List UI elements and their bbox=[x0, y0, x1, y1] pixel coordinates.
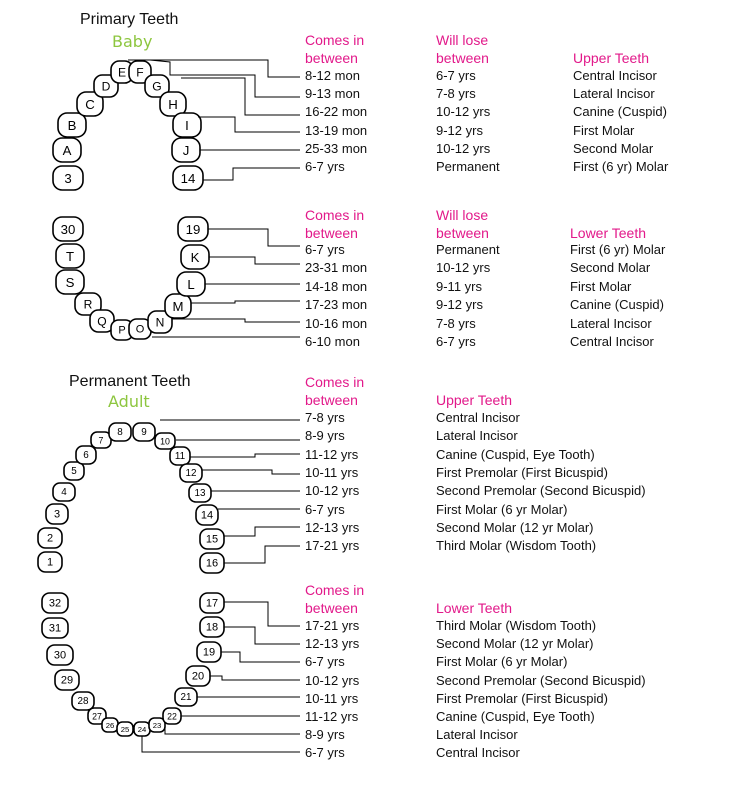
tooth-label: 18 bbox=[205, 621, 219, 634]
tooth-label: 14 bbox=[180, 171, 196, 186]
tooth bbox=[200, 553, 224, 573]
tooth bbox=[172, 138, 200, 162]
tooth bbox=[197, 642, 221, 662]
tooth-label: 1 bbox=[46, 556, 54, 569]
tooth-label: 24 bbox=[137, 725, 147, 734]
will-lose-value: 6-7 yrs bbox=[436, 334, 476, 349]
tooth-label: 16 bbox=[205, 557, 219, 570]
tooth-name: Second Molar bbox=[570, 260, 651, 276]
comes-in-value: 8-9 yrs bbox=[305, 428, 345, 444]
comes-in-value: 16-22 mon bbox=[305, 104, 368, 120]
will-lose-value: 10-12 yrs bbox=[436, 140, 491, 156]
comes-in-value: 10-11 yrs bbox=[305, 464, 359, 480]
tooth bbox=[76, 446, 96, 464]
will-lose-value: 9-12 yrs bbox=[436, 122, 483, 138]
tooth bbox=[53, 217, 83, 241]
tooth bbox=[173, 166, 203, 190]
tooth bbox=[134, 722, 150, 736]
tooth bbox=[53, 166, 83, 190]
tooth-label: 29 bbox=[60, 674, 74, 687]
tooth bbox=[58, 113, 86, 137]
tooth-label: E bbox=[117, 65, 127, 80]
comes-in-value: 12-13 yrs bbox=[305, 636, 360, 652]
tooth bbox=[196, 505, 218, 525]
tooth bbox=[170, 447, 190, 465]
tooth-label: J bbox=[182, 143, 190, 158]
tooth-label: M bbox=[172, 299, 184, 314]
primary-upper-lose-header: Will lose between bbox=[436, 32, 489, 66]
tooth bbox=[64, 462, 84, 480]
tooth-name: Central Incisor bbox=[436, 745, 520, 761]
tooth-label: 19 bbox=[185, 222, 201, 237]
tooth-name: Third Molar (Wisdom Tooth) bbox=[436, 538, 597, 554]
tooth bbox=[180, 464, 202, 482]
comes-in-value: 6-7 yrs bbox=[305, 159, 345, 174]
tooth bbox=[56, 270, 84, 294]
tooth bbox=[178, 217, 208, 241]
tooth bbox=[200, 593, 224, 613]
tooth-label: H bbox=[168, 97, 178, 112]
tooth bbox=[175, 688, 197, 706]
tooth-label: 2 bbox=[46, 532, 54, 545]
tooth-label: 10 bbox=[160, 436, 170, 447]
tooth-label: 7 bbox=[98, 435, 104, 446]
comes-in-value: 7-8 yrs bbox=[305, 410, 345, 425]
tooth-name: Lateral Incisor bbox=[436, 428, 518, 444]
leader-line bbox=[202, 470, 300, 474]
will-lose-value: 7-8 yrs bbox=[436, 86, 476, 102]
comes-in-value: 6-10 mon bbox=[305, 334, 360, 349]
leader-line bbox=[190, 454, 300, 457]
tooth-name: Second Molar (12 yr Molar) bbox=[436, 636, 594, 652]
tooth bbox=[38, 552, 62, 572]
tooth-label: 6 bbox=[83, 450, 89, 461]
tooth-name: First Premolar (First Bicuspid) bbox=[436, 464, 608, 480]
tooth-name: Canine (Cuspid) bbox=[570, 297, 664, 313]
leader-line bbox=[224, 527, 300, 536]
tooth-label: T bbox=[65, 249, 75, 264]
tooth-label: 30 bbox=[53, 649, 67, 662]
tooth-label: 27 bbox=[92, 711, 102, 722]
tooth-label: 8 bbox=[117, 427, 123, 438]
tooth-label: 13 bbox=[194, 488, 206, 499]
tooth bbox=[189, 484, 211, 502]
primary-title: Primary Teeth bbox=[80, 11, 179, 28]
tooth-name: Central Incisor bbox=[436, 410, 520, 425]
tooth bbox=[53, 483, 75, 501]
will-lose-value: 9-11 yrs bbox=[436, 278, 482, 294]
tooth-label: 30 bbox=[60, 222, 76, 237]
tooth-label: N bbox=[155, 315, 165, 330]
tooth-label: 31 bbox=[48, 622, 62, 635]
permanent-upper-comes-header: Comes in between bbox=[305, 374, 365, 408]
leader-line bbox=[165, 728, 300, 734]
primary-lower-lose-header: Will lose between bbox=[436, 207, 489, 241]
tooth-name: Second Molar (12 yr Molar) bbox=[436, 519, 594, 535]
leader-line bbox=[142, 736, 300, 752]
comes-in-value: 10-12 yrs bbox=[305, 483, 360, 499]
comes-in-value: 6-7 yrs bbox=[305, 501, 345, 517]
tooth-name: Central Incisor bbox=[570, 334, 654, 349]
tooth bbox=[53, 138, 81, 162]
tooth-label: R bbox=[83, 297, 93, 312]
tooth-name: Lateral Incisor bbox=[436, 727, 518, 743]
tooth-label: Q bbox=[97, 314, 107, 329]
permanent-upper-name-header: Upper Teeth bbox=[436, 392, 513, 408]
tooth-label: I bbox=[185, 118, 189, 133]
tooth-name: Third Molar (Wisdom Tooth) bbox=[436, 618, 597, 633]
comes-in-value: 10-11 yrs bbox=[305, 690, 359, 706]
primary-upper-name-header: Upper Teeth bbox=[573, 50, 650, 66]
tooth-label: 15 bbox=[205, 533, 219, 546]
comes-in-value: 11-12 yrs bbox=[305, 446, 359, 462]
tooth-label: 19 bbox=[202, 646, 216, 659]
permanent-lower-name-header: Lower Teeth bbox=[436, 600, 513, 616]
tooth-label: L bbox=[187, 277, 195, 292]
tooth-label: G bbox=[152, 79, 162, 94]
tooth-name: Lateral Incisor bbox=[573, 86, 655, 102]
comes-in-value: 6-7 yrs bbox=[305, 654, 345, 670]
tooth bbox=[155, 433, 175, 449]
primary-lower-comes-header: Comes in between bbox=[305, 207, 365, 241]
tooth bbox=[133, 423, 155, 441]
tooth-label: 5 bbox=[71, 466, 77, 477]
tooth bbox=[91, 432, 111, 448]
comes-in-value: 23-31 mon bbox=[305, 260, 368, 276]
tooth-name: First Molar bbox=[573, 122, 635, 138]
tooth-name: First Molar (6 yr Molar) bbox=[436, 501, 568, 517]
tooth-name: Canine (Cuspid, Eye Tooth) bbox=[436, 446, 595, 462]
leader-line bbox=[224, 627, 300, 644]
leader-line bbox=[208, 229, 300, 246]
tooth-label: 12 bbox=[185, 468, 197, 479]
tooth-label: 21 bbox=[180, 692, 192, 703]
comes-in-value: 6-7 yrs bbox=[305, 242, 345, 257]
leader-line bbox=[172, 319, 300, 322]
leader-line bbox=[209, 257, 300, 264]
comes-in-value: 12-13 yrs bbox=[305, 519, 360, 535]
tooth bbox=[38, 528, 62, 548]
tooth bbox=[165, 294, 191, 318]
leader-line bbox=[198, 117, 300, 132]
tooth-name: Canine (Cuspid, Eye Tooth) bbox=[436, 709, 595, 724]
comes-in-value: 13-19 mon bbox=[305, 122, 368, 138]
tooth-label: P bbox=[118, 324, 126, 337]
comes-in-value: 25-33 mon bbox=[305, 140, 368, 156]
tooth-label: 4 bbox=[61, 487, 67, 498]
comes-in-value: 9-13 mon bbox=[305, 86, 360, 102]
leader-line bbox=[221, 652, 300, 662]
tooth-label: 3 bbox=[53, 508, 61, 521]
tooth bbox=[200, 529, 224, 549]
tooth-label: 9 bbox=[141, 427, 147, 438]
tooth bbox=[47, 645, 73, 665]
tooth bbox=[181, 245, 209, 269]
tooth-label: 11 bbox=[174, 451, 186, 462]
tooth bbox=[56, 244, 84, 268]
comes-in-value: 11-12 yrs bbox=[305, 709, 359, 724]
will-lose-value: 10-12 yrs bbox=[436, 260, 491, 276]
comes-in-value: 8-9 yrs bbox=[305, 727, 345, 743]
tooth bbox=[109, 423, 131, 441]
tooth bbox=[42, 593, 68, 613]
primary-lower-name-header: Lower Teeth bbox=[570, 225, 647, 241]
tooth-name: Canine (Cuspid) bbox=[573, 104, 667, 120]
tooth bbox=[117, 722, 133, 736]
tooth-name: Central Incisor bbox=[573, 68, 657, 83]
tooth-label: O bbox=[135, 323, 145, 336]
tooth-label: 3 bbox=[64, 171, 72, 186]
tooth bbox=[200, 617, 224, 637]
tooth-label: K bbox=[190, 250, 200, 265]
permanent-subtitle: Adult bbox=[108, 392, 150, 411]
comes-in-value: 17-21 yrs bbox=[305, 618, 360, 633]
will-lose-value: 9-12 yrs bbox=[436, 297, 483, 313]
will-lose-value: 6-7 yrs bbox=[436, 68, 476, 83]
tooth-label: F bbox=[136, 65, 144, 80]
tooth-name: Second Molar bbox=[573, 140, 654, 156]
tooth-label: A bbox=[62, 143, 72, 158]
tooth bbox=[186, 666, 210, 686]
leader-line bbox=[224, 546, 300, 563]
primary-upper-comes-header: Comes in between bbox=[305, 32, 365, 66]
tooth-name: First Premolar (First Bicuspid) bbox=[436, 690, 608, 706]
primary-subtitle: Baby bbox=[112, 32, 153, 51]
leader-line bbox=[224, 602, 300, 626]
tooth-label: 17 bbox=[205, 597, 219, 610]
tooth-name: Lateral Incisor bbox=[570, 315, 652, 331]
will-lose-value: Permanent bbox=[436, 242, 500, 257]
leader-line bbox=[191, 301, 300, 303]
will-lose-value: Permanent bbox=[436, 159, 500, 174]
tooth bbox=[72, 692, 94, 710]
tooth bbox=[42, 618, 68, 638]
tooth-name: Second Premolar (Second Bicuspid) bbox=[436, 672, 646, 688]
tooth bbox=[177, 272, 205, 296]
comes-in-value: 10-16 mon bbox=[305, 315, 368, 331]
tooth-name: First Molar (6 yr Molar) bbox=[436, 654, 568, 670]
comes-in-value: 6-7 yrs bbox=[305, 745, 345, 761]
tooth-name: First (6 yr) Molar bbox=[570, 242, 666, 257]
tooth-label: B bbox=[67, 118, 77, 133]
tooth-name: First Molar bbox=[570, 278, 632, 294]
permanent-title: Permanent Teeth bbox=[69, 373, 191, 390]
comes-in-value: 17-21 yrs bbox=[305, 538, 360, 554]
tooth-label: 22 bbox=[167, 711, 177, 722]
permanent-lower-comes-header: Comes in between bbox=[305, 582, 365, 616]
tooth-label: 32 bbox=[48, 597, 62, 610]
tooth-label: 20 bbox=[191, 670, 205, 683]
tooth-label: 28 bbox=[77, 696, 89, 707]
comes-in-value: 14-18 mon bbox=[305, 278, 368, 294]
tooth-label: C bbox=[85, 97, 95, 112]
tooth-name: First (6 yr) Molar bbox=[573, 159, 669, 174]
tooth bbox=[173, 113, 201, 137]
comes-in-value: 17-23 mon bbox=[305, 297, 368, 313]
tooth-label: 26 bbox=[105, 721, 115, 730]
comes-in-value: 10-12 yrs bbox=[305, 672, 360, 688]
will-lose-value: 10-12 yrs bbox=[436, 104, 491, 120]
tooth-label: S bbox=[65, 275, 75, 290]
comes-in-value: 8-12 mon bbox=[305, 68, 360, 83]
tooth bbox=[102, 718, 118, 732]
tooth bbox=[163, 708, 181, 724]
leader-line bbox=[210, 676, 300, 680]
tooth bbox=[55, 670, 79, 690]
tooth-label: 23 bbox=[152, 721, 162, 730]
tooth-label: 25 bbox=[120, 725, 130, 734]
tooth-label: 14 bbox=[200, 509, 214, 522]
tooth-name: Second Premolar (Second Bicuspid) bbox=[436, 483, 646, 499]
leader-line bbox=[203, 168, 300, 180]
will-lose-value: 7-8 yrs bbox=[436, 315, 476, 331]
tooth bbox=[46, 504, 68, 524]
tooth-label: D bbox=[101, 79, 111, 94]
